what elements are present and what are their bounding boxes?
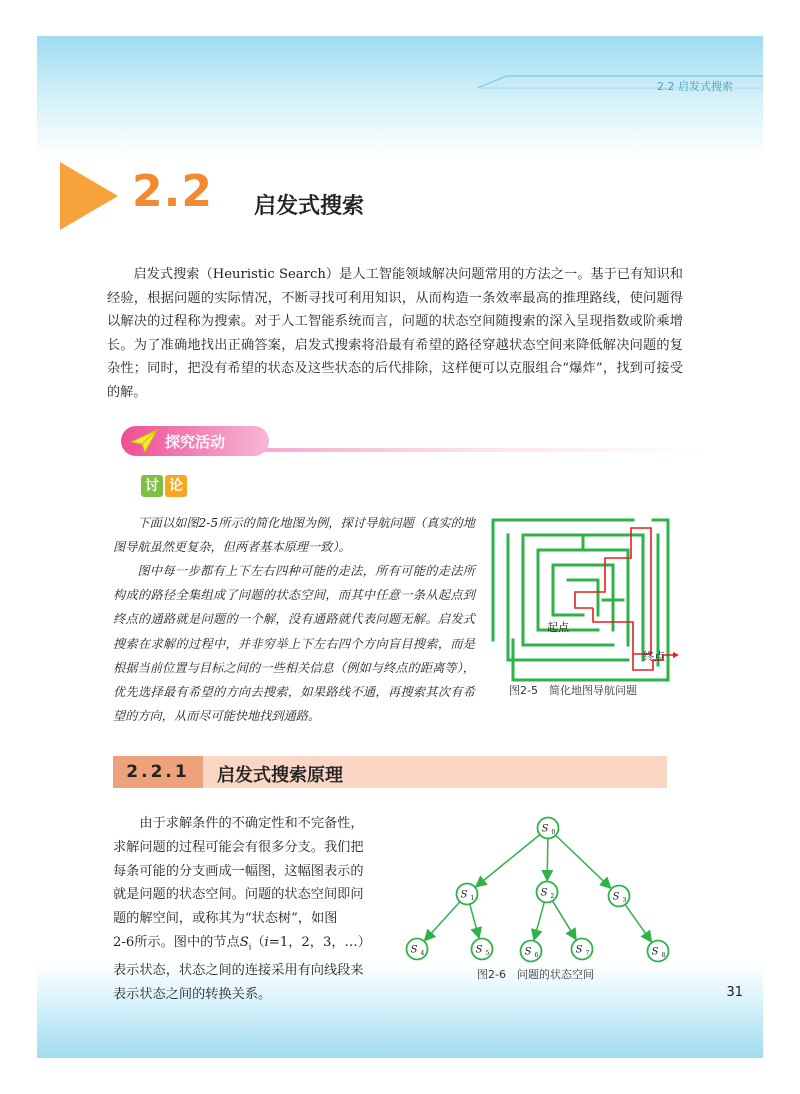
principle-line-5: 题的解空间，或称其为“状态树”，如图 bbox=[113, 911, 338, 927]
tree-node-s5 bbox=[472, 939, 493, 960]
tree-edge bbox=[552, 901, 575, 939]
tree-node-subscript: 0 bbox=[551, 829, 556, 836]
tree-node-label: S bbox=[540, 887, 548, 899]
tree-node-s6 bbox=[521, 941, 542, 962]
tree-node-s4 bbox=[407, 939, 428, 960]
discuss-char-1: 讨 bbox=[141, 475, 163, 497]
principle-line-7: 表示状态，状态之间的连接采用有向线段来 bbox=[113, 963, 364, 979]
tree-edge bbox=[534, 902, 544, 940]
principle-paragraph bbox=[113, 812, 423, 1007]
principle-line-2: 求解问题的过程可能会有很多分支。我们把 bbox=[113, 839, 364, 855]
activity-banner-label: 探究活动 bbox=[165, 433, 226, 451]
tree-node-label: S bbox=[575, 944, 583, 956]
principle-line-6 bbox=[113, 931, 423, 959]
activity-paragraph-2: 图中每一步都有上下左右四种可能的走法，所有可能的走法所构成的路径全集组成了问题的状态空间，而其中任意一条从起点到终点的通路就是问题的一个解，没有通路就代表问题无解。启发式搜索在求解的过程中，并非穷举上下左右四个方向盲目搜索，而是根据当前位置与目标之间的一些相关信息（例如与终点的距离等），优先选择最有希望的方向去搜索，如果路线不通，再搜索其次有希望的方向，从而尽可能快地找到通路。 bbox=[113, 564, 475, 724]
tree-node-label: S bbox=[541, 823, 549, 835]
running-header: 2.2 启发式搜索 bbox=[657, 80, 733, 93]
tree-node-subscript: 5 bbox=[485, 950, 490, 957]
state-tree-figure bbox=[401, 816, 701, 986]
section-arrow-icon bbox=[60, 162, 118, 230]
maze-end-label: 终点 bbox=[643, 650, 665, 663]
tree-edge bbox=[625, 905, 651, 942]
tree-node-s2 bbox=[537, 882, 558, 903]
tree-nodes bbox=[407, 818, 669, 962]
maze-caption: 图2-5 简化地图导航问题 bbox=[509, 684, 637, 697]
tree-node-label: S bbox=[524, 946, 532, 958]
section-title: 启发式搜索 bbox=[254, 194, 365, 219]
principle-line-6-open: （ bbox=[251, 934, 265, 950]
tree-edge bbox=[556, 835, 611, 888]
intro-paragraph: 启发式搜索（Heuristic Search）是人工智能领域解决问题常用的方法之一。基于已有知识和经验，根据问题的实际情况，不断寻找可利用知识，从而构造一条效率最高的推理路线，使问题得以解决的过程称为搜索。对于人工智能系统而言，问题的状态空间随搜索的深入呈现指数或阶乘增长。为了准确地找出正确答案，启发式搜索将沿最有希望的路径穿越状态空间来降低解决问题的复杂性；同时，把没有希望的状态及这些状态的后代排除，这样便可以克服组合“爆炸”，找到可接受的解。 bbox=[107, 267, 683, 400]
tree-node-subscript: 7 bbox=[585, 950, 590, 957]
tree-node-subscript: 6 bbox=[534, 952, 539, 959]
maze-figure bbox=[483, 510, 683, 685]
tree-node-subscript: 3 bbox=[622, 897, 627, 904]
principle-line-6-prefix: 2-6所示。图中的节点 bbox=[113, 934, 240, 950]
tree-node-label: S bbox=[410, 944, 418, 956]
tree-edge bbox=[425, 902, 460, 941]
tree-node-subscript: 8 bbox=[661, 952, 666, 959]
tree-node-subscript: 1 bbox=[470, 895, 475, 902]
maze-end-arrow-icon bbox=[673, 652, 679, 658]
principle-line-3: 每条可能的分支画成一幅图，这幅图表示的 bbox=[113, 863, 364, 879]
tree-edge bbox=[470, 904, 479, 938]
tree-node-s7 bbox=[572, 939, 593, 960]
tree-node-s1 bbox=[457, 884, 478, 905]
header-decoration bbox=[37, 36, 763, 156]
activity-paragraph-1: 下面以如图2-5所示的简化地图为例，探讨导航问题（真实的地图导航虽然更复杂，但两者基本原理一致）。 bbox=[113, 516, 475, 555]
principle-line-6-rest: =1，2，3，…） bbox=[268, 934, 371, 950]
maze-walls bbox=[493, 520, 668, 680]
maze-start-label: 起点 bbox=[547, 621, 569, 634]
tree-node-s8 bbox=[648, 941, 669, 962]
tree-node-label: S bbox=[612, 891, 620, 903]
principle-node-sub: i bbox=[248, 942, 252, 952]
paper-plane-icon bbox=[129, 428, 159, 454]
tree-node-label: S bbox=[475, 944, 483, 956]
book-page bbox=[37, 36, 763, 1058]
tree-node-s3 bbox=[609, 886, 630, 907]
tree-node-label: S bbox=[651, 946, 659, 958]
tree-edge bbox=[476, 835, 540, 887]
page-header bbox=[37, 36, 763, 156]
principle-line-8: 表示状态之间的转换关系。 bbox=[113, 987, 272, 1003]
principle-var: i bbox=[264, 934, 269, 950]
discuss-badge bbox=[141, 475, 189, 497]
tree-node-s0 bbox=[538, 818, 559, 839]
principle-node-symbol: S bbox=[239, 934, 249, 950]
tree-caption: 图2-6 问题的状态空间 bbox=[477, 968, 594, 981]
page-number: 31 bbox=[726, 985, 743, 1000]
principle-line-4: 就是问题的状态空间。问题的状态空间即问 bbox=[113, 887, 364, 903]
tree-edge bbox=[547, 838, 548, 880]
discuss-char-2: 论 bbox=[165, 475, 187, 497]
principle-line-1: 由于求解条件的不确定性和不完备性， bbox=[139, 816, 364, 831]
subsection-title: 启发式搜索原理 bbox=[217, 765, 343, 786]
banner-underline bbox=[257, 448, 707, 452]
tree-node-subscript: 2 bbox=[550, 893, 555, 900]
tree-node-subscript: 4 bbox=[420, 950, 425, 957]
subsection-number: 2.2.1 bbox=[113, 756, 203, 788]
section-number: 2.2 bbox=[132, 166, 213, 217]
tree-node-label: S bbox=[460, 889, 468, 901]
